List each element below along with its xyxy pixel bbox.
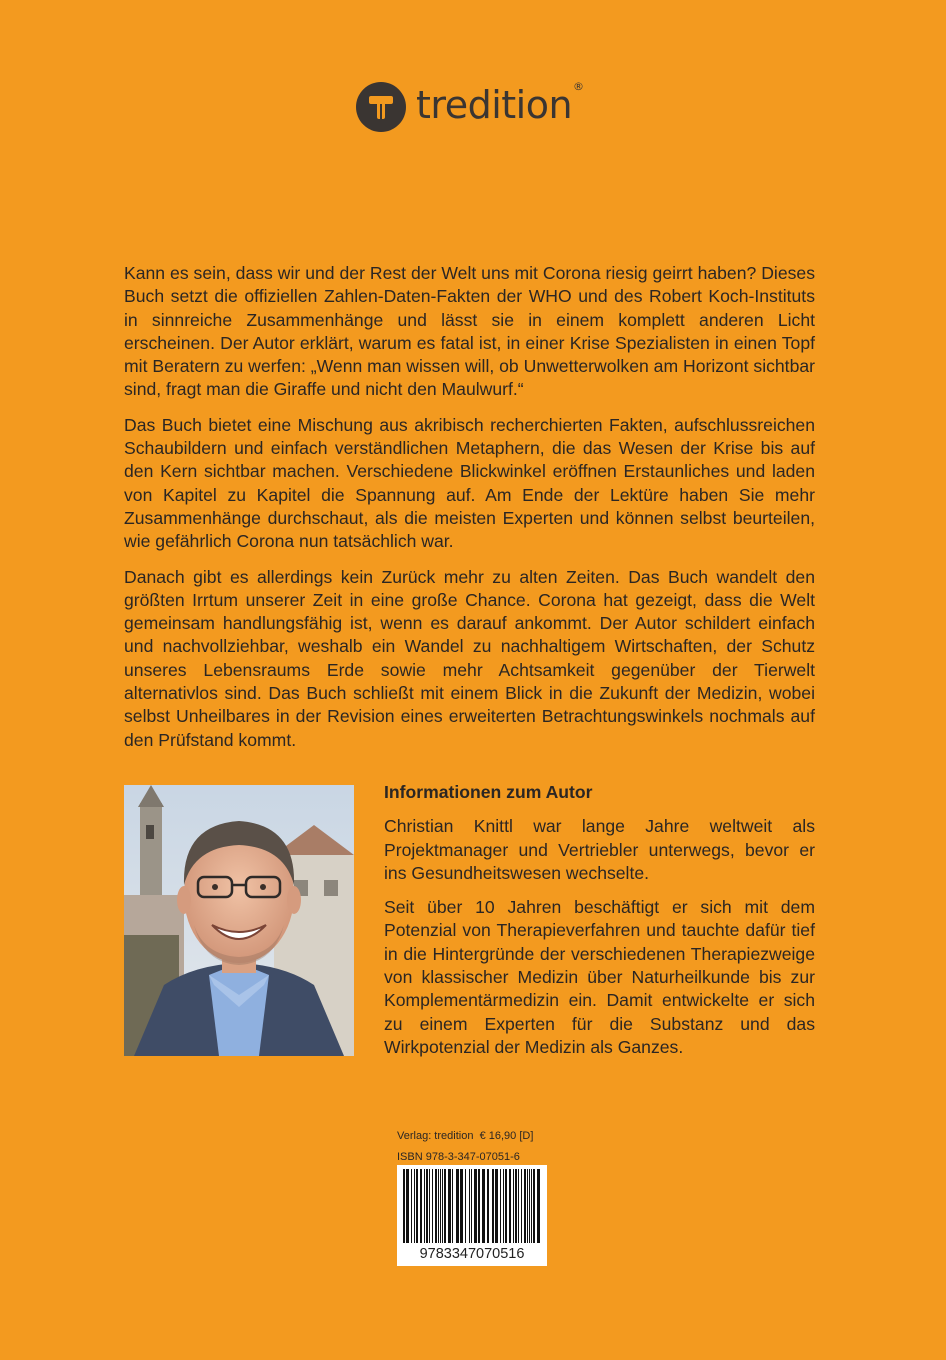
barcode-bar: [435, 1169, 437, 1243]
barcode-bar: [529, 1169, 530, 1243]
barcode-bar: [452, 1169, 453, 1243]
barcode-bar: [505, 1169, 507, 1243]
barcode-bar: [411, 1169, 412, 1243]
isbn: ISBN 978-3-347-07051-6: [397, 1151, 520, 1163]
price: € 16,90 [D]: [479, 1130, 534, 1142]
barcode-bar: [533, 1169, 535, 1243]
barcode-bar: [414, 1169, 415, 1243]
barcode-bar: [442, 1169, 443, 1243]
blurb-paragraph: Das Buch bietet eine Mischung aus akribisch recherchierten Fakten, aufschlussreichen Schaubildern und einfach verständlichen Metaphern, die das Wesen der Krise bis auf den Kern sichtbar machen. Verschiedene Blickwinkel eröffnen Erstaunliches und laden von Kapitel zu Kapitel die Spannung auf. Am Ende der Lektüre haben Sie mehr Zusammenhänge durchschaut, als die meisten Experten und können selbst beurteilen, wie gefährlich Corona nun tatsächlich war.: [124, 414, 815, 552]
barcode-bar: [509, 1169, 511, 1243]
barcode-bar: [537, 1169, 540, 1243]
barcode-bar: [444, 1169, 446, 1243]
barcode-bar: [500, 1169, 501, 1243]
blurb-paragraph: Danach gibt es allerdings kein Zurück mehr zu alten Zeiten. Das Buch wandelt den größten Irrtum unserer Zeit in eine große Chance. Corona hat gezeigt, dass die Welt gemeinsam handlungsfähig ist, wenn es darauf ankommt. Der Autor schildert einfach und nachvollziehbar, weshalb ein Wandel zu nachhaltigem Wirtschaften, der Schutz unseres Lebensraums Erde sowie mehr Achtsamkeit gegenüber der Tierwelt alternativlos sind. Das Buch schließt mit einem Blick in die Zukunft der Medizin, wobei selbst Unheilbares in der Revision eines erweiterten Betrachtungswinkels nochmals auf den Prüfstand kommt.: [124, 566, 815, 750]
barcode-bar: [521, 1169, 522, 1243]
book-blurb: [124, 262, 815, 764]
barcode-bar: [403, 1169, 405, 1243]
barcode-bar: [416, 1169, 418, 1243]
barcode-bar: [531, 1169, 532, 1243]
barcode-bar: [515, 1169, 517, 1243]
barcode-bar: [424, 1169, 425, 1243]
barcode-bar: [471, 1169, 472, 1243]
barcode-bar: [518, 1169, 519, 1243]
blurb-paragraph: Kann es sein, dass wir und der Rest der Welt uns mit Corona riesig geirrt haben? Dieses Buch setzt die offiziellen Zahlen-Daten-Fakten der WHO und des Robert Koch-Instituts in sinnreiche Zusammenhänge und lässt sie in einem komplett anderen Licht erscheinen. Der Autor erklärt, warum es fatal ist, in einer Krise Spezialisten in einen Topf mit Beratern zu werfen: „Wenn man wissen will, ob Unwetterwolken am Horizont sichtbar sind, fragt man die Giraffe und nicht den Maulwurf.“: [124, 263, 815, 400]
publisher-logo: [356, 82, 584, 132]
barcode-bar: [432, 1169, 433, 1243]
tredition-logo-icon: [356, 82, 406, 132]
barcode-bar: [460, 1169, 463, 1243]
publication-info: [397, 1129, 533, 1165]
author-paragraph: Christian Knittl war lange Jahre weltweit als Projektmanager und Vertriebler unterwegs, bevor er ins Gesundheitswesen wechselte.: [384, 816, 815, 883]
barcode-bar: [440, 1169, 441, 1243]
barcode-bar: [492, 1169, 494, 1243]
barcode-bar: [527, 1169, 528, 1243]
barcode-bar: [465, 1169, 466, 1243]
barcode-bar: [406, 1169, 409, 1243]
barcode-bar: [429, 1169, 430, 1243]
barcode-number: 9783347070516: [397, 1244, 547, 1266]
barcode-bar: [469, 1169, 470, 1243]
author-heading: Informationen zum Autor: [384, 782, 593, 802]
barcode-bar: [478, 1169, 480, 1243]
logo-wordmark: tredition®: [416, 80, 584, 127]
barcode-bar: [482, 1169, 485, 1243]
barcode-bar: [426, 1169, 428, 1243]
author-info: [384, 781, 815, 1070]
barcode-bar: [448, 1169, 451, 1243]
barcode-bar: [474, 1169, 477, 1243]
barcode-bar: [495, 1169, 498, 1243]
barcode-bar: [524, 1169, 526, 1243]
barcode: [397, 1165, 547, 1245]
barcode-bar: [503, 1169, 504, 1243]
barcode-bar: [456, 1169, 459, 1243]
publisher-line: Verlag: tredition: [397, 1130, 474, 1142]
author-photo: [124, 785, 354, 1056]
author-paragraph: Seit über 10 Jahren beschäftigt er sich mit dem Potenzial von Therapieverfahren und tauchte dafür tief in die Hintergründe der verschiedenen Therapiezweige von klassischer Medizin über Naturheilkunde bis zur Komplementärmedizin ein. Damit entwickelte er sich zu einem Experten für die Substanz und das Wirkpotenzial der Medizin als Ganzes.: [384, 897, 815, 1057]
barcode-bar: [420, 1169, 422, 1243]
barcode-bar: [513, 1169, 514, 1243]
barcode-bar: [438, 1169, 439, 1243]
barcode-bar: [487, 1169, 489, 1243]
